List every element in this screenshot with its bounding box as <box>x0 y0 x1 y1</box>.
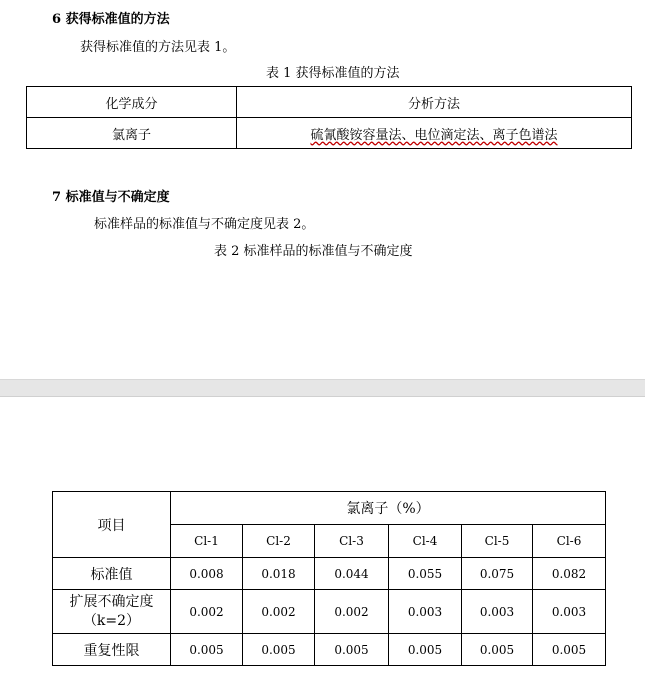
page-break-gap <box>0 379 645 397</box>
table-cell: 0.003 <box>533 590 606 634</box>
table-cell: 0.075 <box>462 558 533 590</box>
row-label: 标准值 <box>53 558 171 590</box>
table-cell: 0.055 <box>389 558 462 590</box>
section-7-paragraph: 标准样品的标准值与不确定度见表 2。 <box>94 217 315 232</box>
column-header: Cl-1 <box>171 525 243 558</box>
group-header-cell: 氯离子（%） <box>171 492 606 525</box>
column-header: Cl-4 <box>389 525 462 558</box>
standard-values-table <box>52 491 606 666</box>
table-header-row <box>53 492 606 525</box>
column-header: Cl-3 <box>315 525 389 558</box>
column-header: Cl-6 <box>533 525 606 558</box>
section-7-heading: 7 标准值与不确定度 <box>52 190 170 205</box>
table-row <box>53 634 606 666</box>
table-cell: 氯离子 <box>27 118 237 149</box>
table-cell: 0.044 <box>315 558 389 590</box>
row-label: 重复性限 <box>53 634 171 666</box>
table-cell: 0.005 <box>389 634 462 666</box>
method-table <box>26 86 632 149</box>
table-cell: 0.082 <box>533 558 606 590</box>
table-cell: 0.003 <box>389 590 462 634</box>
column-header: Cl-5 <box>462 525 533 558</box>
row-label <box>53 590 171 634</box>
table-cell: 0.005 <box>243 634 315 666</box>
table-1-caption: 表 1 获得标准值的方法 <box>266 66 400 81</box>
method-text: 硫氰酸铵容量法、电位滴定法、离子色谱法 <box>310 127 558 143</box>
item-header-cell: 项目 <box>53 492 171 558</box>
header-cell: 化学成分 <box>27 87 237 118</box>
table-cell: 0.003 <box>462 590 533 634</box>
table-cell: 0.002 <box>315 590 389 634</box>
table-row <box>53 558 606 590</box>
column-header: Cl-2 <box>243 525 315 558</box>
section-6-paragraph: 获得标准值的方法见表 1。 <box>80 40 236 55</box>
table-cell: 0.008 <box>171 558 243 590</box>
row-label-line: （k=2） <box>82 612 141 629</box>
section-6-heading: 6 获得标准值的方法 <box>52 12 170 27</box>
table-cell <box>237 118 632 149</box>
table-cell: 0.002 <box>171 590 243 634</box>
table-header-row <box>27 87 632 118</box>
table-cell: 0.005 <box>171 634 243 666</box>
table-row <box>27 118 632 149</box>
header-cell: 分析方法 <box>237 87 632 118</box>
table-2-caption: 表 2 标准样品的标准值与不确定度 <box>214 244 413 259</box>
table-cell: 0.018 <box>243 558 315 590</box>
row-label-line: 扩展不确定度 <box>69 593 154 610</box>
table-cell: 0.002 <box>243 590 315 634</box>
table-cell: 0.005 <box>533 634 606 666</box>
table-cell: 0.005 <box>315 634 389 666</box>
table-cell: 0.005 <box>462 634 533 666</box>
table-row <box>53 590 606 634</box>
